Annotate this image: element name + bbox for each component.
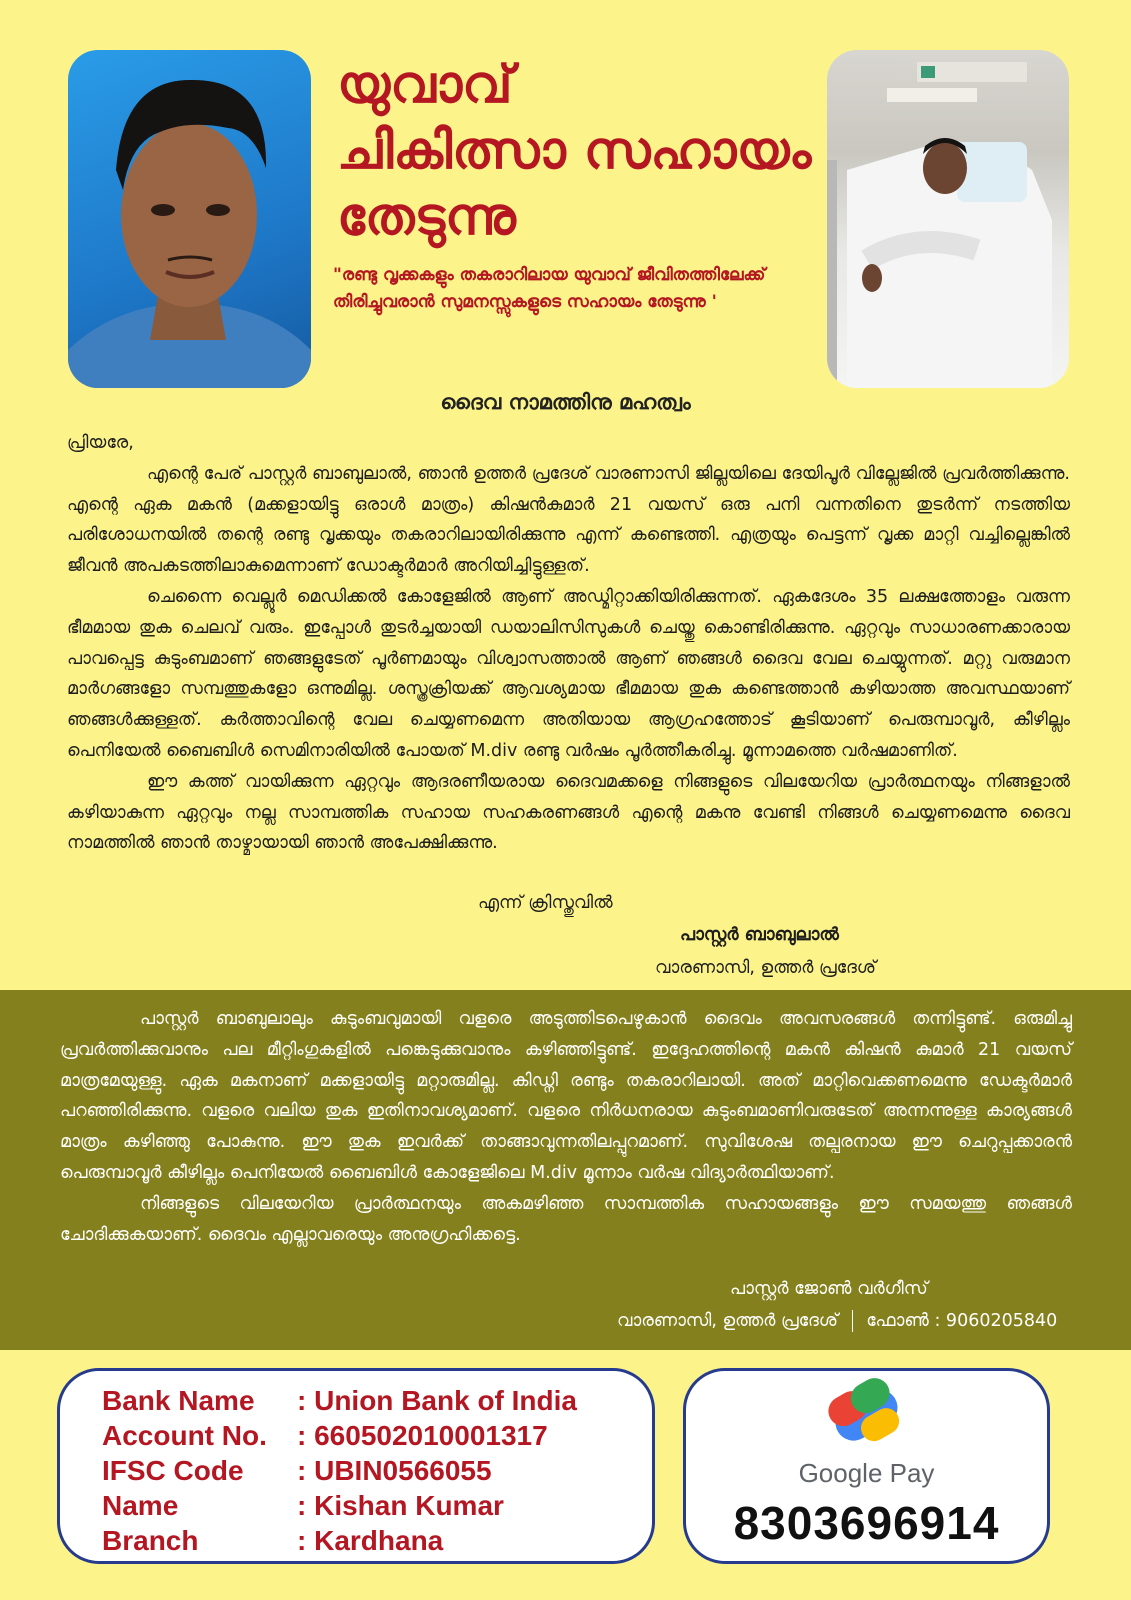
- bank-row-label: Name: [102, 1490, 179, 1521]
- bank-row-value: : Union Bank of India: [297, 1385, 577, 1416]
- headline-quote: "രണ്ടു വൃക്കകളും തകരാറിലായ യുവാവ് ജീവിതത്തിലേക്ക് തിരിച്ചുവരാൻ സുമനസ്സുകളുടെ സഹായം തേടുന്നു ': [333, 265, 766, 312]
- letter-closing: എന്ന് ക്രിസ്തുവിൽ: [478, 893, 613, 913]
- bank-row: [102, 1455, 492, 1487]
- recommendation-place: വാരണാസി, ഉത്തർ പ്രദേശ്: [617, 1311, 839, 1331]
- google-pay-card: [683, 1368, 1050, 1564]
- divider: [852, 1310, 853, 1332]
- hospital-illustration: [827, 50, 1069, 388]
- bank-row-value: : Kardhana: [297, 1525, 444, 1556]
- letter-body: [67, 428, 1070, 859]
- bank-row: [102, 1385, 577, 1417]
- bank-row-label: IFSC Code: [102, 1455, 244, 1486]
- recommendation-paragraph: നിങ്ങളുടെ വിലയേറിയ പ്രാർത്ഥനയും അകമഴിഞ്ഞ സാമ്പത്തിക സഹായങ്ങളും ഈ സമയത്തു ഞങ്ങൾ ചോദിക്കുകയാണ്. ദൈവം എല്ലാവരെയും അനുഗ്രഹിക്കട്ടെ.: [60, 1193, 1072, 1245]
- hospital-patient-photo: [827, 50, 1069, 388]
- google-pay-icon: [824, 1377, 910, 1455]
- recommendation-paragraph: പാസ്റ്റർ ബാബുലാലും കുടുംബവുമായി വളരെ അടുത്തിടപെഴുകാൻ ദൈവം അവസരങ്ങൾ തന്നിട്ടുണ്ട്. ഒരുമിച്ചു പ്രവർത്തിക്കുവാനും പല മീറ്റിംഗുകളിൽ പങ്കെടുക്കുവാനും കഴിഞ്ഞിട്ടുണ്ട്. ഇദ്ദേഹത്തിന്റെ മകൻ കിഷൻ കുമാർ 21 വയസ് മാത്രമേയുള്ളു. ഏക മകനാണ് മക്കളായിട്ടു മറ്റാരുമില്ല. കിഡ്നി രണ്ടും തകരാറിലായി. അത് മാറ്റിവെക്കണമെന്നു ഡേക്ടർമാർ പറഞ്ഞിരിക്കുന്നു. വളരെ വലിയ തുക ഇതിനാവശ്യമാണ്. വളരെ നിർധനരായ കുടുംബമാണിവരുടേത് അന്നന്നുള്ള കാര്യങ്ങൾ മാത്രം കഴിഞ്ഞു പോകുന്നു. ഈ തുക ഇവർക്ക് താങ്ങാവുന്നതിലപ്പുറമാണ്. സുവിശേഷ തല്പരനായ ഈ ചെറുപ്പക്കാരൻ പെരുമ്പാവൂർ കീഴില്ലം പെനിയേൽ ബൈബിൾ കോളേജിലെ M.div മൂന്നാം വർഷ വിദ്യാർത്ഥിയാണ്.: [60, 1009, 1072, 1183]
- bank-row-value: : Kishan Kumar: [297, 1490, 504, 1521]
- letter-heading: ദൈവ നാമത്തിനു മഹത്വം: [440, 390, 691, 414]
- recommendation-body: [60, 1004, 1072, 1250]
- headline-line-2: ചികിത്സാ സഹായം: [337, 121, 812, 181]
- bank-row: [102, 1420, 548, 1452]
- google-pay-phone[interactable]: 8303696914: [733, 1497, 1000, 1549]
- letter-signer: പാസ്റ്റർ ബാബുലാൽ: [680, 925, 839, 945]
- headline-line-1: യുവാവ്: [337, 55, 513, 115]
- recommendation-phone[interactable]: ഫോൺ : 9060205840: [866, 1311, 1058, 1331]
- letter-salutation: പ്രിയരേ,: [67, 433, 134, 453]
- bank-row-label: Account No.: [102, 1420, 267, 1451]
- bank-row-label: Branch: [102, 1525, 199, 1556]
- bank-row-label: Bank Name: [102, 1385, 255, 1416]
- headline-title: [337, 52, 812, 250]
- young-man-portrait: [68, 50, 311, 388]
- letter-place: വാരണാസി, ഉത്തർ പ്രദേശ്: [655, 958, 877, 978]
- bank-row-value: : 660502010001317: [297, 1420, 548, 1451]
- recommendation-signer: പാസ്റ്റർ ജോൺ വർഗീസ്: [730, 1279, 928, 1299]
- bank-row-value: : UBIN0566055: [297, 1455, 492, 1486]
- recommendation-place-phone: [617, 1310, 1057, 1332]
- bank-details-card: [57, 1368, 655, 1564]
- portrait-illustration: [68, 50, 311, 388]
- google-pay-label: Google Pay: [798, 1458, 935, 1488]
- bank-row: [102, 1525, 443, 1557]
- headline-line-3: തേടുന്നു: [337, 187, 516, 247]
- letter-paragraph: എന്റെ പേര് പാസ്റ്റർ ബാബുലാൽ, ഞാൻ ഉത്തർ പ്രദേശ് വാരണാസി ജില്ലയിലെ ദേയിപൂർ വില്ലേജിൽ പ്രവർത്തിക്കുന്നു. എന്റെ ഏക മകൻ (മക്കളായിട്ടു ഒരാൾ മാത്രം) കിഷൻകുമാർ 21 വയസ് ഒരു പനി വന്നതിനെ തുടർന്ന് നടത്തിയ പരിശോധനയിൽ തന്റെ രണ്ടു വൃക്കയും തകരാറിലായിരിക്കുന്നു എന്ന് കണ്ടെത്തി. എത്രയും പെട്ടന്ന് വൃക്ക മാറ്റി വച്ചില്ലെങ്കിൽ ജീവൻ അപകടത്തിലാകുമെന്നാണ് ഡോക്ടർമാർ അറിയിച്ചിട്ടുള്ളത്.: [67, 463, 1070, 577]
- bank-row: [102, 1490, 504, 1522]
- letter-paragraph: ഈ കത്ത് വായിക്കുന്ന ഏറ്റവും ആദരണീയരായ ദൈവമക്കളെ നിങ്ങളുടെ വിലയേറിയ പ്രാർത്ഥനയും നിങ്ങളാൽ കഴിയാകുന്ന ഏറ്റവും നല്ല സാമ്പത്തിക സഹായ സഹകരണങ്ങൾ എന്റെ മകനു വേണ്ടി നിങ്ങൾ ചെയ്യണമെന്നു ദൈവ നാമത്തിൽ ഞാൻ താഴ്മായായി ഞാൻ അപേക്ഷിക്കുന്നു.: [67, 771, 1070, 854]
- letter-paragraph: ചെന്നൈ വെല്ലൂർ മെഡിക്കൽ കോളേജിൽ ആണ് അഡ്മിറ്റാക്കിയിരിക്കുന്നത്. ഏകദേശം 35 ലക്ഷത്തോളം വരുന്ന ഭീമമായ തുക ചെലവ് വരും. ഇപ്പോൾ തുടർച്ചയായി ഡയാലിസിസുകൾ ചെയ്തു കൊണ്ടിരിക്കുന്നു. ഏറ്റവും സാധാരണക്കാരായ പാവപ്പെട്ട കുടുംബമാണ് ഞങ്ങളുടേത് പൂർണമായും വിശ്വാസത്താൽ ആണ് ഞങ്ങൾ ദൈവ വേല ചെയ്യുന്നത്. മറ്റു വരുമാന മാർഗങ്ങളോ സമ്പത്തുകളോ ഒന്നുമില്ല. ശസ്ത്രക്രിയക്ക് ആവശ്യമായ ഭീമമായ തുക കണ്ടെത്താൻ കഴിയാത്ത അവസ്ഥയാണ് ഞങ്ങൾക്കുള്ളത്. കർത്താവിന്റെ വേല ചെയ്യണമെന്ന അതിയായ ആഗ്രഹത്തോട് കൂടിയാണ് പെരുമ്പാവൂർ, കീഴില്ലം പെനിയേൽ ബൈബിൾ സെമിനാരിയിൽ പോയത് M.div രണ്ടു വർഷം പൂർത്തീകരിച്ചു. മൂന്നാമത്തെ വർഷമാണിത്.: [67, 586, 1070, 761]
